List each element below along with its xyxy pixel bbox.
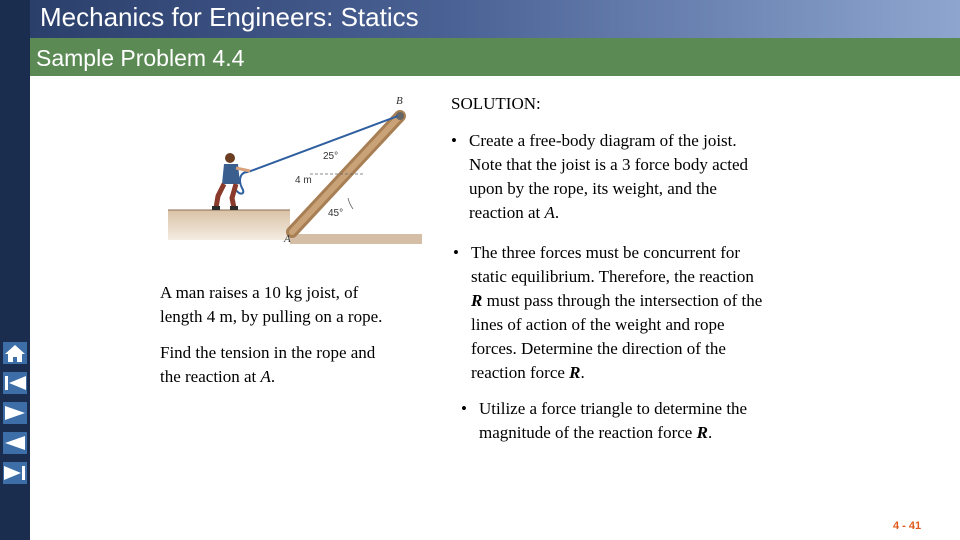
problem-line-1: A man raises a 10 kg joist, of — [160, 283, 359, 302]
label-rope-angle: 25° — [323, 151, 339, 162]
joist-figure — [160, 88, 422, 250]
bullet-2-line-5: forces. Determine the direction of the — [471, 339, 726, 358]
label-a: A — [284, 233, 291, 245]
first-slide-icon — [0, 370, 30, 396]
title-bar — [30, 0, 960, 38]
slide-title: Mechanics for Engineers: Statics — [40, 2, 419, 32]
navigation-sidebar — [0, 0, 30, 540]
problem-question — [160, 341, 375, 389]
slide-subtitle: Sample Problem 4.4 — [36, 45, 245, 71]
bullet-dot: • — [461, 399, 467, 418]
label-length: 4 m — [295, 175, 312, 186]
previous-slide-button[interactable] — [0, 430, 30, 456]
bullet-1-line-1: Create a free-body diagram of the joist. — [469, 131, 737, 150]
bullet-3-line-1: Utilize a force triangle to determine the — [479, 399, 748, 418]
bullet-1-line-4: reaction at A. — [469, 203, 560, 222]
problem-statement — [160, 281, 382, 329]
ground-ledge — [168, 210, 290, 240]
home-icon — [0, 340, 30, 366]
question-line-1: Find the tension in the rope and — [160, 343, 376, 362]
subtitle-bar — [30, 38, 960, 76]
solution-heading: SOLUTION: — [451, 94, 541, 113]
bullet-1-line-3: upon by the rope, its weight, and the — [469, 179, 717, 198]
previous-slide-icon — [0, 430, 30, 456]
problem-line-2: length 4 m, by pulling on a rope. — [160, 307, 383, 326]
ground-base — [290, 234, 422, 244]
bullet-dot: • — [451, 131, 457, 150]
question-line-2: the reaction at A. — [160, 367, 276, 386]
bullet-1-line-2: Note that the joist is a 3 force body acted — [469, 155, 748, 174]
bullet-2-line-2: static equilibrium. Therefore, the reaction — [471, 267, 754, 286]
home-button[interactable] — [0, 340, 30, 366]
last-slide-button[interactable] — [0, 460, 30, 486]
bullet-2-line-1: The three forces must be concurrent for — [471, 243, 741, 262]
bullet-2-line-4: lines of action of the weight and rope — [471, 315, 725, 334]
man-figure — [212, 153, 250, 210]
next-slide-button[interactable] — [0, 400, 30, 426]
bullet-2-line-3: R must pass through the intersection of the — [471, 291, 763, 310]
next-slide-icon — [0, 400, 30, 426]
page-number: 4 - 41 — [893, 520, 922, 532]
first-slide-button[interactable] — [0, 370, 30, 396]
last-slide-icon — [0, 460, 30, 486]
label-joist-angle: 45° — [328, 208, 344, 219]
bullet-dot: • — [453, 243, 459, 262]
label-b: B — [396, 95, 403, 107]
bullet-2-line-6: reaction force R. — [471, 363, 585, 382]
bullet-3-line-2: magnitude of the reaction force R. — [479, 423, 713, 442]
